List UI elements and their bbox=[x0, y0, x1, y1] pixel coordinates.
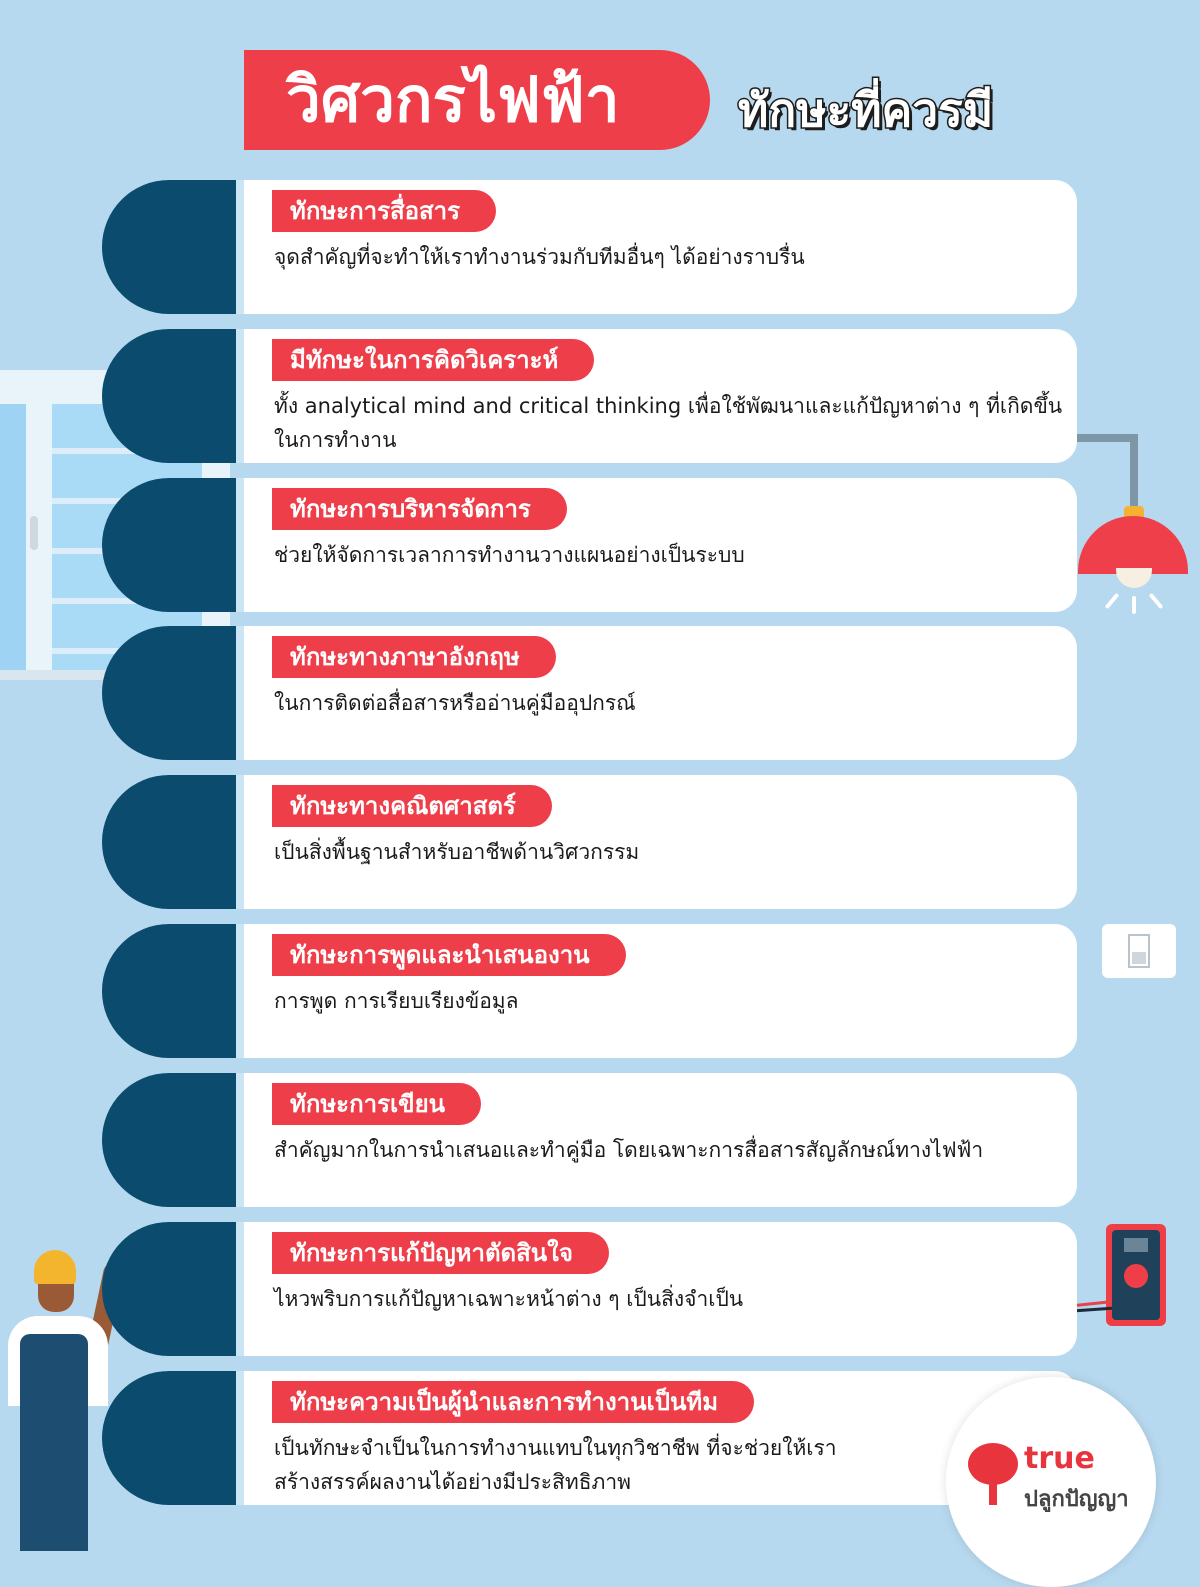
logo-brand-sub: ปลูกปัญญา bbox=[1024, 1487, 1129, 1512]
skill-desc: เป็นสิ่งพื้นฐานสำหรับอาชีพด้านวิศวกรรม bbox=[274, 840, 640, 864]
skill-item bbox=[102, 1371, 1077, 1505]
light-switch-icon bbox=[1102, 924, 1176, 978]
skill-strip bbox=[236, 329, 244, 463]
skill-strip bbox=[236, 924, 244, 1058]
light-ray bbox=[1149, 593, 1164, 609]
light-ray bbox=[1105, 593, 1120, 609]
skill-desc: จุดสำคัญที่จะทำให้เราทำงานร่วมกับทีมอื่นๆ ได้อย่างราบรื่น bbox=[274, 245, 805, 269]
skill-strip bbox=[236, 1222, 244, 1356]
skill-item bbox=[102, 924, 1077, 1058]
skill-item bbox=[102, 626, 1077, 760]
probe-wire bbox=[1076, 1300, 1112, 1307]
skill-strip bbox=[236, 775, 244, 909]
multimeter-icon bbox=[1106, 1224, 1166, 1326]
probe-wire bbox=[1076, 1307, 1112, 1313]
skill-card bbox=[244, 329, 1077, 463]
skill-label: ทักษะทางคณิตศาสตร์ bbox=[272, 785, 552, 827]
skill-item bbox=[102, 329, 1077, 463]
skill-item bbox=[102, 1073, 1077, 1207]
skill-strip bbox=[236, 478, 244, 612]
skill-label: มีทักษะในการคิดวิเคราะห์ bbox=[272, 339, 594, 381]
skill-strip bbox=[236, 1371, 244, 1505]
bulb-icon bbox=[1116, 568, 1152, 588]
worker-overall bbox=[20, 1334, 88, 1551]
skill-strip bbox=[236, 180, 244, 314]
skill-strip bbox=[236, 1073, 244, 1207]
skill-item bbox=[102, 180, 1077, 314]
skill-card bbox=[244, 478, 1077, 612]
skill-desc: ทั้ง analytical mind and critical thinking เพื่อใช้พัฒนาและแก้ปัญหาต่าง ๆ ที่เกิดขึ้นในการทำงาน bbox=[274, 394, 1063, 452]
skill-card bbox=[244, 924, 1077, 1058]
switch-toggle bbox=[1128, 934, 1150, 968]
skill-label: ทักษะทางภาษาอังกฤษ bbox=[272, 636, 556, 678]
skill-card bbox=[244, 1073, 1077, 1207]
skill-label: ทักษะความเป็นผู้นำและการทำงานเป็นทีม bbox=[272, 1381, 754, 1423]
skill-desc: ไหวพริบการแก้ปัญหาเฉพาะหน้าต่าง ๆ เป็นสิ่งจำเป็น bbox=[274, 1287, 744, 1311]
multimeter-knob bbox=[1124, 1264, 1148, 1288]
multimeter-body bbox=[1112, 1230, 1160, 1320]
skill-label: ทักษะการพูดและนำเสนองาน bbox=[272, 934, 626, 976]
lamp-wire bbox=[1076, 434, 1138, 442]
skill-label: ทักษะการสื่อสาร bbox=[272, 190, 496, 232]
page-title: วิศวกรไฟฟ้า bbox=[244, 50, 710, 150]
skill-item bbox=[102, 478, 1077, 612]
window-pane bbox=[0, 404, 26, 672]
lamp-wire bbox=[1130, 434, 1138, 508]
hard-hat-icon bbox=[34, 1250, 76, 1284]
skill-item bbox=[102, 775, 1077, 909]
multimeter-screen bbox=[1124, 1238, 1148, 1252]
skill-desc: การพูด การเรียบเรียงข้อมูล bbox=[274, 989, 519, 1013]
skill-strip bbox=[236, 626, 244, 760]
skill-card bbox=[244, 775, 1077, 909]
skill-item bbox=[102, 1222, 1077, 1356]
skill-label: ทักษะการบริหารจัดการ bbox=[272, 488, 567, 530]
skill-desc: เป็นทักษะจำเป็นในการทำงานแทบในทุกวิชาชีพ ที่จะช่วยให้เราสร้างสรรค์ผลงานได้อย่างมีประสิทธิภาพ bbox=[274, 1436, 837, 1494]
skill-label: ทักษะการเขียน bbox=[272, 1083, 481, 1125]
tree-trunk bbox=[989, 1477, 997, 1505]
skill-card bbox=[244, 1222, 1077, 1356]
skill-desc: ในการติดต่อสื่อสารหรืออ่านคู่มืออุปกรณ์ bbox=[274, 691, 636, 715]
skill-label: ทักษะการแก้ปัญหาตัดสินใจ bbox=[272, 1232, 609, 1274]
logo-brand: true bbox=[1024, 1441, 1095, 1476]
skill-card bbox=[244, 180, 1077, 314]
light-ray bbox=[1132, 596, 1136, 614]
lamp-icon bbox=[1078, 516, 1188, 574]
true-plook-panya-logo bbox=[946, 1377, 1156, 1587]
skill-desc: สำคัญมากในการนำเสนอและทำคู่มือ โดยเฉพาะการสื่อสารสัญลักษณ์ทางไฟฟ้า bbox=[274, 1138, 984, 1162]
skill-card bbox=[244, 626, 1077, 760]
page-subtitle: ทักษะที่ควรมี bbox=[738, 83, 994, 137]
window-handle bbox=[30, 516, 38, 550]
skill-desc: ช่วยให้จัดการเวลาการทำงานวางแผนอย่างเป็นระบบ bbox=[274, 543, 745, 567]
